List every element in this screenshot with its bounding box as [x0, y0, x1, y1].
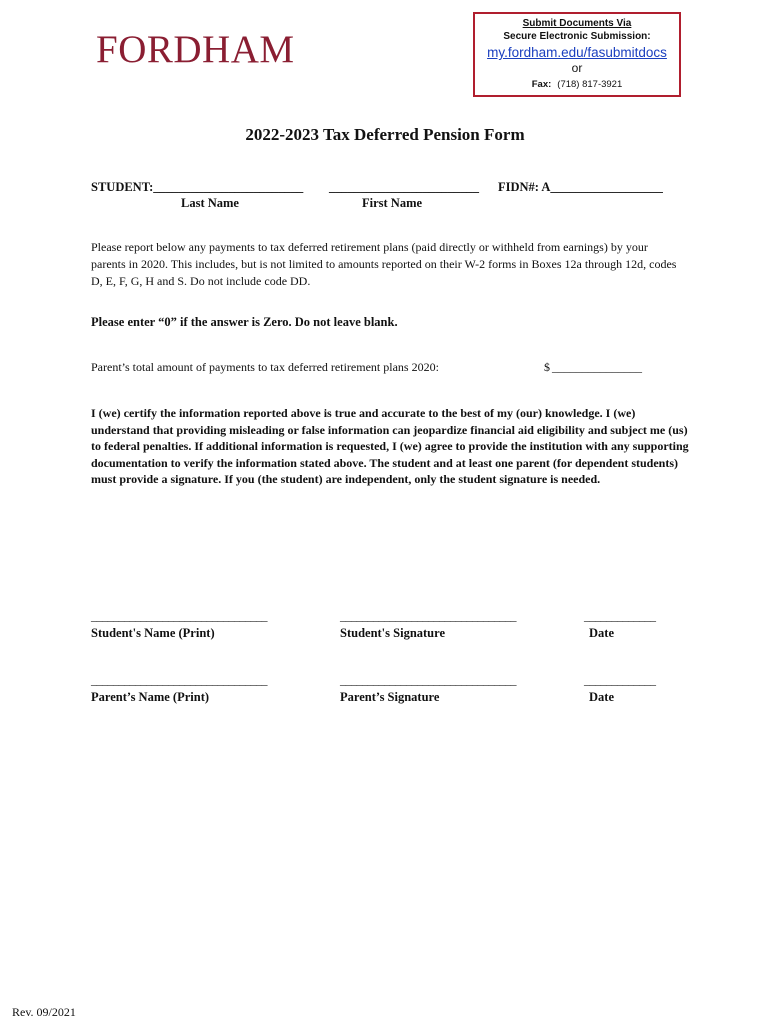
parent-date-line[interactable]: _____________: [584, 673, 656, 687]
first-name-label: First Name: [362, 196, 423, 210]
fax-label: Fax:: [531, 79, 552, 90]
student-date-label: Date: [589, 626, 614, 640]
certification-paragraph: I (we) certify the information reported above is true and accurate to the best of my (our) knowledge. I (we) understand that providing misleading or false information can jeopardize financial aid eligibility and subject me (us) to federal penalties. If additional information is requested, I (we) agree to provide the institution with any supporting documentation to verify the information stated above. The student and at least one parent (for dependent students) must provide a signature. If you (the student) are independent, only the student signature is needed.: [91, 406, 689, 486]
student-signature-line[interactable]: ________________________________: [340, 609, 516, 623]
intro-paragraph: Please report below any payments to tax deferred retirement plans (paid directly or withheld from earnings) by your parents in 2020. This includes, but is not limited to amounts reported on their W-2 forms in Boxes 12a through 12d, codes D, E, F, G, H and S. Do not include code DD.: [91, 240, 677, 288]
amount-field[interactable]: _______________: [552, 360, 642, 374]
dollar-sign: $: [544, 360, 550, 374]
last-name-label: Last Name: [181, 196, 239, 210]
parent-signature-line[interactable]: ________________________________: [340, 673, 516, 687]
submission-info-box: [473, 12, 681, 97]
instruction-text: Please enter “0” if the answer is Zero. Do not leave blank.: [91, 315, 398, 329]
student-signature-label: Student's Signature: [340, 626, 446, 640]
fordham-logo: FORDHAM: [96, 28, 295, 71]
form-title: 2022-2023 Tax Deferred Pension Form: [245, 125, 525, 144]
submit-heading: Submit Documents Via: [522, 18, 632, 29]
question-label: Parent’s total amount of payments to tax deferred retirement plans 2020:: [91, 360, 439, 374]
student-name-label: Student's Name (Print): [91, 626, 215, 640]
parent-name-line[interactable]: ________________________________: [91, 673, 267, 687]
submission-link[interactable]: my.fordham.edu/fasubmitdocs: [487, 45, 667, 60]
submit-subheading: Secure Electronic Submission:: [503, 31, 651, 42]
or-text: or: [571, 61, 583, 75]
fax-number: (718) 817-3921: [557, 79, 623, 90]
student-name-line[interactable]: ________________________________: [91, 609, 267, 623]
student-first-name-field[interactable]: ________________________: [329, 180, 479, 194]
revision-note: Rev. 09/2021: [12, 1005, 76, 1019]
parent-signature-label: Parent’s Signature: [340, 690, 440, 704]
fax-info: [475, 79, 679, 90]
student-last-name-field[interactable]: STUDENT:________________________: [91, 180, 304, 194]
parent-name-label: Parent’s Name (Print): [91, 690, 210, 704]
parent-date-label: Date: [589, 690, 614, 704]
student-date-line[interactable]: _____________: [584, 609, 656, 623]
fidn-field[interactable]: FIDN#: A__________________: [498, 180, 663, 194]
